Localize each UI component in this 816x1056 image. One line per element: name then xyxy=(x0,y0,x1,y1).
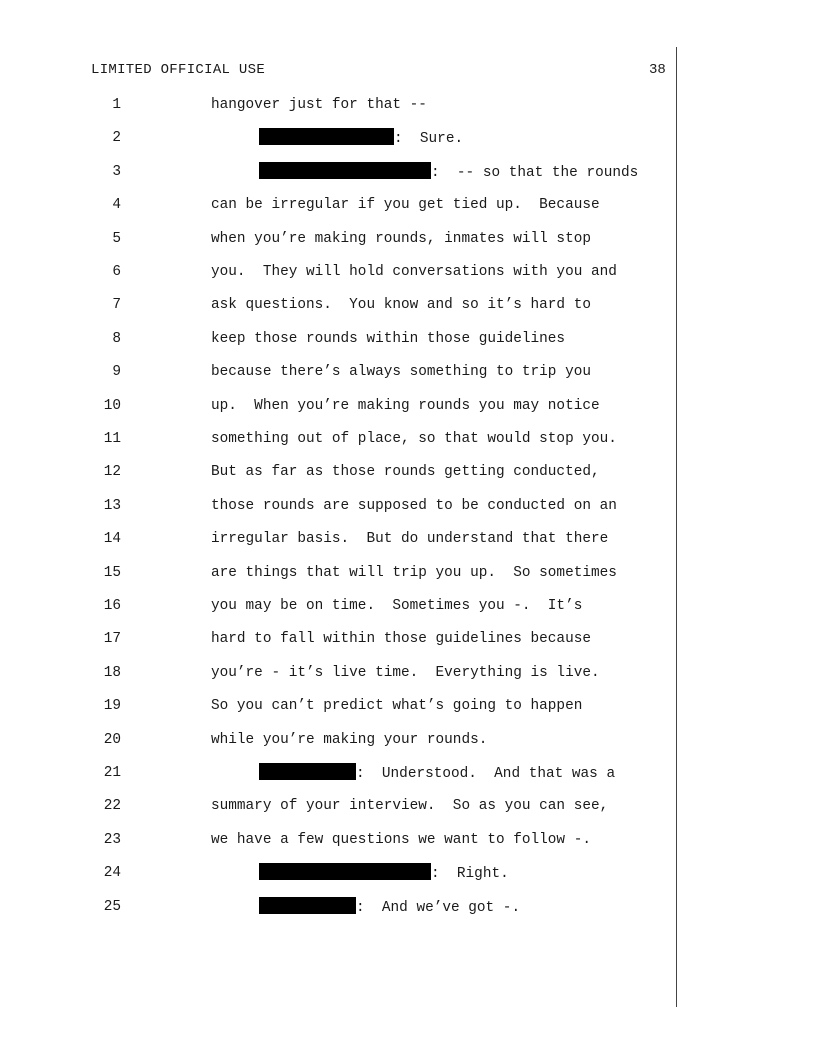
speaker-line xyxy=(259,128,463,149)
transcript-line xyxy=(0,262,680,282)
line-number: 1 xyxy=(112,97,121,113)
line-text: ask questions. You know and so it’s hard to xyxy=(211,297,591,314)
transcript-line xyxy=(0,295,680,315)
line-number: 17 xyxy=(103,631,121,648)
line-number: 24 xyxy=(103,865,121,882)
line-text: hard to fall within those guidelines because xyxy=(211,631,591,648)
line-number: 22 xyxy=(103,798,121,815)
line-number: 23 xyxy=(103,831,121,848)
page-number: 38 xyxy=(649,62,666,78)
line-number: 10 xyxy=(103,397,121,414)
line-text: summary of your interview. So as you can see, xyxy=(211,798,609,815)
line-number: 5 xyxy=(112,230,121,247)
line-text: are things that will trip you up. So sometimes xyxy=(211,564,617,581)
transcript-line xyxy=(0,396,680,416)
line-text: when you’re making rounds, inmates will stop xyxy=(211,230,591,247)
transcript-line xyxy=(0,897,680,917)
line-number: 11 xyxy=(103,431,121,447)
transcript-line xyxy=(0,830,680,850)
line-number: 15 xyxy=(103,564,121,581)
transcript-line xyxy=(0,362,680,382)
speaker-line xyxy=(259,897,520,918)
transcript-line xyxy=(0,128,680,148)
line-text: you. They will hold conversations with you and xyxy=(211,264,617,280)
line-text: : Understood. And that was a xyxy=(356,766,616,782)
transcript-line xyxy=(0,162,680,182)
line-number: 14 xyxy=(103,531,121,548)
transcript-line xyxy=(0,596,680,616)
line-number: 13 xyxy=(103,497,121,514)
redacted-speaker-name xyxy=(259,162,431,179)
line-number: 21 xyxy=(103,765,121,781)
transcript-line xyxy=(0,329,680,349)
transcript-line xyxy=(0,663,680,683)
line-text: : And we’ve got -. xyxy=(356,899,521,916)
line-number: 9 xyxy=(112,364,121,381)
transcript-line xyxy=(0,429,680,449)
transcript-line xyxy=(0,763,680,783)
line-text: up. When you’re making rounds you may notice xyxy=(211,397,600,414)
line-number: 2 xyxy=(112,130,121,147)
line-text: : Right. xyxy=(431,866,509,883)
line-text: we have a few questions we want to follow -. xyxy=(211,831,591,848)
line-text: can be irregular if you get tied up. Because xyxy=(211,197,600,214)
line-text: you may be on time. Sometimes you -. It’s xyxy=(211,598,583,614)
classification-header: LIMITED OFFICIAL USE xyxy=(91,62,266,78)
redacted-speaker-name xyxy=(259,128,394,145)
line-text: hangover just for that -- xyxy=(211,97,427,113)
transcript-line xyxy=(0,563,680,583)
line-number: 8 xyxy=(112,330,121,347)
speaker-line xyxy=(259,763,615,784)
transcript-line xyxy=(0,229,680,249)
transcript-line xyxy=(0,863,680,883)
transcript-line xyxy=(0,195,680,215)
transcript-line xyxy=(0,95,680,115)
speaker-line xyxy=(259,162,638,183)
transcript-line xyxy=(0,462,680,482)
line-text: something out of place, so that would stop you. xyxy=(211,431,617,447)
line-text: But as far as those rounds getting conducted, xyxy=(211,464,600,481)
transcript-line xyxy=(0,696,680,716)
line-number: 18 xyxy=(103,664,121,681)
line-text: keep those rounds within those guidelines xyxy=(211,330,566,347)
line-text: : Sure. xyxy=(394,131,464,148)
line-text: irregular basis. But do understand that there xyxy=(211,531,609,548)
line-text: So you can’t predict what’s going to happen xyxy=(211,698,583,715)
transcript-line xyxy=(0,496,680,516)
redacted-speaker-name xyxy=(259,897,356,914)
line-number: 6 xyxy=(112,264,121,280)
line-text: while you’re making your rounds. xyxy=(211,731,488,748)
line-number: 4 xyxy=(112,197,121,214)
line-number: 12 xyxy=(103,464,121,481)
redacted-speaker-name xyxy=(259,763,356,780)
line-number: 19 xyxy=(103,698,121,715)
line-number: 3 xyxy=(112,163,121,180)
speaker-line xyxy=(259,863,509,884)
line-text: because there’s always something to trip you xyxy=(211,364,591,381)
transcript-line xyxy=(0,529,680,549)
line-text: those rounds are supposed to be conducted on an xyxy=(211,497,617,514)
transcript-line xyxy=(0,796,680,816)
line-number: 20 xyxy=(103,731,121,748)
line-number: 16 xyxy=(103,598,121,614)
line-text: you’re - it’s live time. Everything is live. xyxy=(211,664,600,681)
line-number: 25 xyxy=(103,898,121,915)
transcript-line xyxy=(0,629,680,649)
line-text: : -- so that the rounds xyxy=(431,164,639,181)
redacted-speaker-name xyxy=(259,863,431,880)
transcript-line xyxy=(0,730,680,750)
line-number: 7 xyxy=(112,297,121,314)
